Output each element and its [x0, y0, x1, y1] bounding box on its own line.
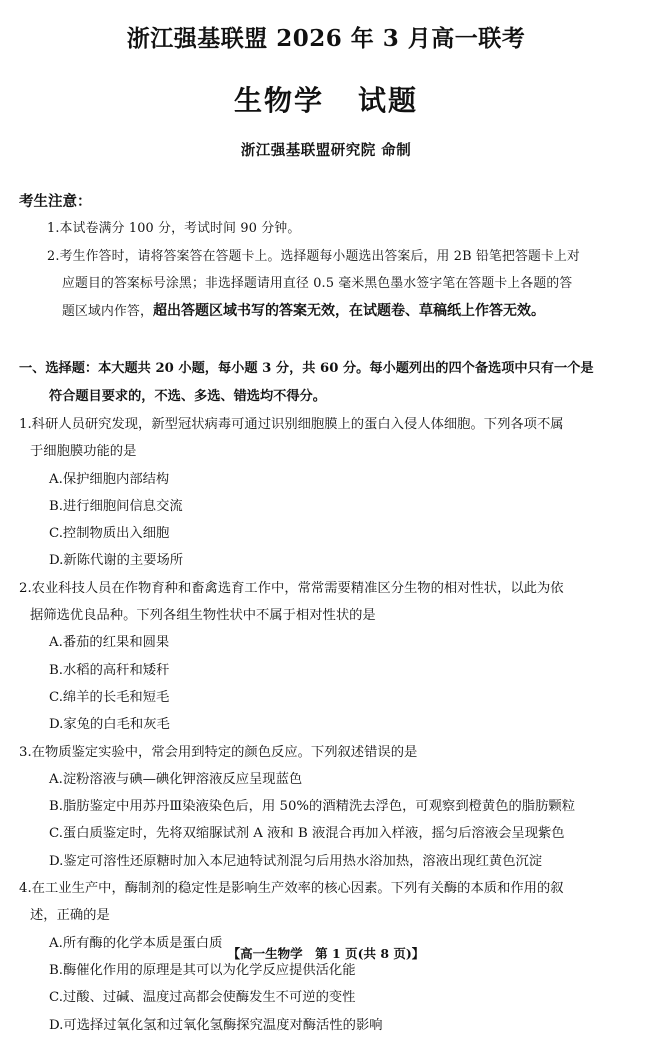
- option-a: A.保护细胞内部结构: [49, 471, 170, 487]
- subject-name: 生物学: [233, 84, 324, 117]
- exam-word: 试题: [358, 84, 419, 117]
- option-d: D.新陈代谢的主要场所: [49, 553, 184, 569]
- option-list: [19, 766, 639, 875]
- notice-title: 考生注意：: [19, 193, 92, 210]
- section-heading: [19, 355, 639, 410]
- notice-list: [47, 215, 637, 325]
- notice-item-1: 1.本试卷满分 100 分，考试时间 90 分钟。: [47, 221, 301, 236]
- option-a: A.所有酶的化学本质是蛋白质: [49, 935, 223, 951]
- section-line-2: 符合题目要求的，不选、多选、错选均不得分。: [49, 388, 326, 404]
- question-stem-line-1: 4.在工业生产中，酶制剂的稳定性是影响生产效率的核心因素。下列有关酶的本质和作用的叙: [19, 881, 564, 897]
- option-list: [19, 466, 639, 575]
- option-c: C.蛋白质鉴定时，先将双缩脲试剂 A 液和 B 液混合再加入样液，摇匀后溶液会呈现紫色: [49, 826, 565, 842]
- question-2: [19, 575, 639, 739]
- question-stem-line-1: 3.在物质鉴定实验中，常会用到特定的颜色反应。下列叙述错误的是: [19, 744, 418, 760]
- option-b: B.进行细胞间信息交流: [49, 498, 183, 514]
- page-footer: 【高一生物学 第 1 页(共 8 页)】: [227, 946, 425, 961]
- notice-item-2-line-3a: 题区域内作答，: [62, 303, 153, 319]
- notice-item-2-line-1: 2.考生作答时，请将答案答在答题卡上。选择题每小题选出答案后，用 2B 铅笔把答题卡上对: [47, 248, 580, 264]
- option-a: A.淀粉溶液与碘—碘化钾溶液反应呈现蓝色: [49, 771, 303, 787]
- option-list: [19, 629, 639, 738]
- option-c: C.控制物质出入细胞: [49, 526, 170, 542]
- notice-item-2-line-2: 应题目的答案标号涂黑；非选择题请用直径 0.5 毫米黑色墨水签字笔在答题卡上各题的答: [62, 276, 573, 291]
- question-3: [19, 739, 639, 875]
- exam-subject: [0, 79, 652, 119]
- notice-item-2-line-3: [47, 298, 637, 326]
- option-b: B.酶催化作用的原理是其可以为化学反应提供活化能: [49, 962, 356, 978]
- option-c: C.绵羊的长毛和短毛: [49, 689, 170, 705]
- notice-item-2-emphasis: 超出答题区域书写的答案无效，在试题卷、草稿纸上作答无效。: [152, 302, 545, 319]
- section-line-1: 一、选择题：本大题共 20 小题，每小题 3 分，共 60 分。每小题列出的四个备选项中只有一个是: [19, 361, 594, 376]
- question-stem-line-2: 述，正确的是: [30, 908, 110, 924]
- option-a: A.番茄的红果和圆果: [49, 635, 170, 651]
- option-d: D.家兔的白毛和灰毛: [49, 717, 170, 733]
- exam-title: 浙江强基联盟 2026 年 3 月高一联考: [126, 25, 526, 52]
- question-1: [19, 411, 639, 575]
- question-stem-line-2: 据筛选优良品种。下列各组生物性状中不属于相对性状的是: [30, 608, 376, 624]
- question-stem-line-1: 2.农业科技人员在作物育种和畜禽选育工作中，常常需要精准区分生物的相对性状，以此为依: [19, 580, 564, 596]
- option-c: C.过酸、过碱、温度过高都会使酶发生不可逆的变性: [49, 990, 356, 1006]
- option-b: B.脂肪鉴定中用苏丹Ⅲ染液染色后，用 50%的酒精洗去浮色，可观察到橙黄色的脂肪颗粒: [49, 799, 575, 815]
- option-d: D.鉴定可溶性还原糖时加入本尼迪特试剂混匀后用热水浴加热，溶液出现红黄色沉淀: [49, 853, 543, 869]
- question-stem-line-1: 1.科研人员研究发现，新型冠状病毒可通过识别细胞膜上的蛋白入侵人体细胞。下列各项不属: [19, 417, 564, 432]
- option-b: B.水稻的高秆和矮秆: [49, 662, 170, 678]
- option-d: D.可选择过氧化氢和过氧化氢酶探究温度对酶活性的影响: [49, 1017, 383, 1033]
- question-stem-line-2: 于细胞膜功能的是: [30, 444, 137, 460]
- exam-maker: 浙江强基联盟研究院 命制: [240, 142, 412, 159]
